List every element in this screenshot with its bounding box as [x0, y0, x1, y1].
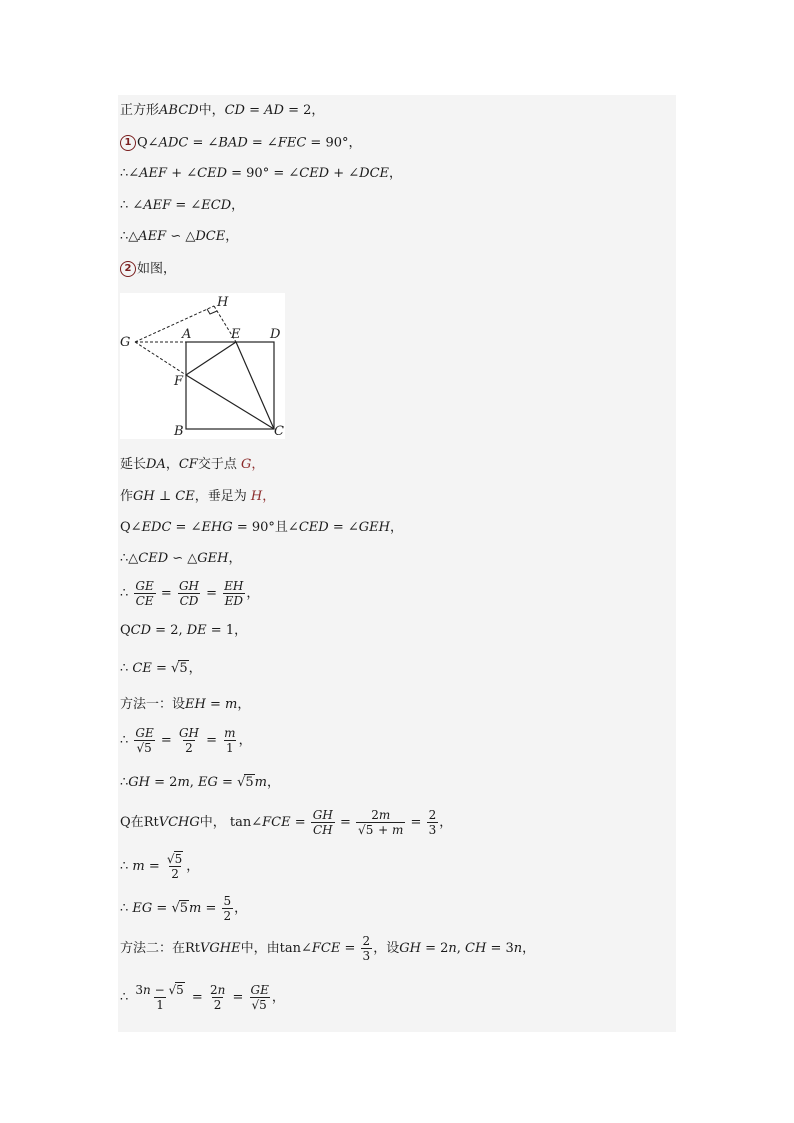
fraction: $\frac{√5}{2}$: [166, 852, 183, 881]
fraction: $\frac{GH}{2}$: [178, 726, 199, 755]
fraction: $\frac{2m}{√5 + m}$: [358, 808, 404, 837]
fraction: $\frac{3n - √5}{1}$: [135, 983, 184, 1012]
fraction: $\frac{GE}{CE}$: [135, 579, 154, 608]
fraction: $\frac{2}{3}$: [362, 934, 371, 963]
line-15: ∴ $\frac{GE}{√5}$ = $\frac{GH}{2}$ = $\frac{m}{1}$ ，: [120, 726, 252, 755]
step-2-badge: 2: [120, 261, 136, 277]
label-D: D: [270, 327, 281, 342]
line-6: 2 如图，: [120, 261, 176, 278]
fraction: $\frac{GH}{CD}$: [178, 579, 199, 608]
geometry-figure: [120, 293, 285, 439]
line-3: ∴∠AEF + ∠CED = 90° = ∠CED + ∠DCE，: [120, 166, 403, 181]
fraction: $\frac{m}{1}$: [224, 726, 236, 755]
line-12: QCD = 2, DE = 1，: [120, 623, 248, 638]
label-A: A: [182, 327, 192, 342]
label-G: G: [120, 335, 131, 350]
line-8: 作GH ⊥ CE，垂足为 H，: [120, 489, 276, 504]
line-18: ∴ m = $\frac{√5}{2}$ ，: [120, 852, 200, 881]
fraction: $\frac{2n}{2}$: [209, 983, 226, 1012]
fraction: $\frac{GE}{√5}$: [135, 726, 154, 755]
line-4: ∴ ∠AEF = ∠ECD，: [120, 198, 245, 213]
label-B: B: [174, 424, 184, 439]
label-H: H: [217, 295, 229, 310]
line-13: ∴ CE = √5，: [120, 661, 202, 676]
line-19: ∴ EG = √5m = $\frac{5}{2}$ ，: [120, 894, 248, 923]
label-E: E: [231, 327, 241, 342]
line-17: Q在RtVCHG中， tan∠FCE = $\frac{GH}{CH}$ = $\frac{2m}{√5 + m}$ = $\frac{2}{3}$ ，: [120, 808, 453, 837]
square-diagram: [120, 293, 285, 439]
step-1-badge: 1: [120, 135, 136, 151]
line-21: ∴ $\frac{3n - √5}{1}$ = $\frac{2n}{2}$ = $\frac{GE}{√5}$ ，: [120, 983, 285, 1012]
fraction: $\frac{GE}{√5}$: [250, 983, 269, 1012]
fraction: $\frac{2}{3}$: [428, 808, 437, 837]
line-20: 方法二：在RtVGHE中，由tan∠FCE = $\frac{2}{3}$ ，设GH = 2n, CH = 3n，: [120, 934, 536, 963]
line-16: ∴GH = 2m, EG = √5m，: [120, 775, 281, 790]
fraction: $\frac{5}{2}$: [223, 894, 232, 923]
fraction: $\frac{EH}{ED}$: [224, 579, 244, 608]
line-10: ∴△CED ∽ △GEH，: [120, 551, 242, 566]
line-2: 1 Q∠ADC = ∠BAD = ∠FEC = 90°，: [120, 135, 362, 152]
label-C: C: [274, 424, 284, 439]
line-14: 方法一：设EH = m，: [120, 697, 251, 712]
line-7: 延长DA，CF交于点 G，: [120, 457, 265, 472]
line-1: 正方形ABCD中，CD = AD = 2，: [120, 103, 325, 118]
label-F: F: [174, 374, 184, 389]
line-5: ∴△AEF ∽ △DCE，: [120, 229, 239, 244]
line-11: ∴ $\frac{GE}{CE}$ = $\frac{GH}{CD}$ = $\frac{EH}{ED}$ ，: [120, 579, 260, 608]
fraction: $\frac{GH}{CH}$: [312, 808, 333, 837]
line-9: Q∠EDC = ∠EHG = 90°且∠CED = ∠GEH，: [120, 520, 403, 535]
